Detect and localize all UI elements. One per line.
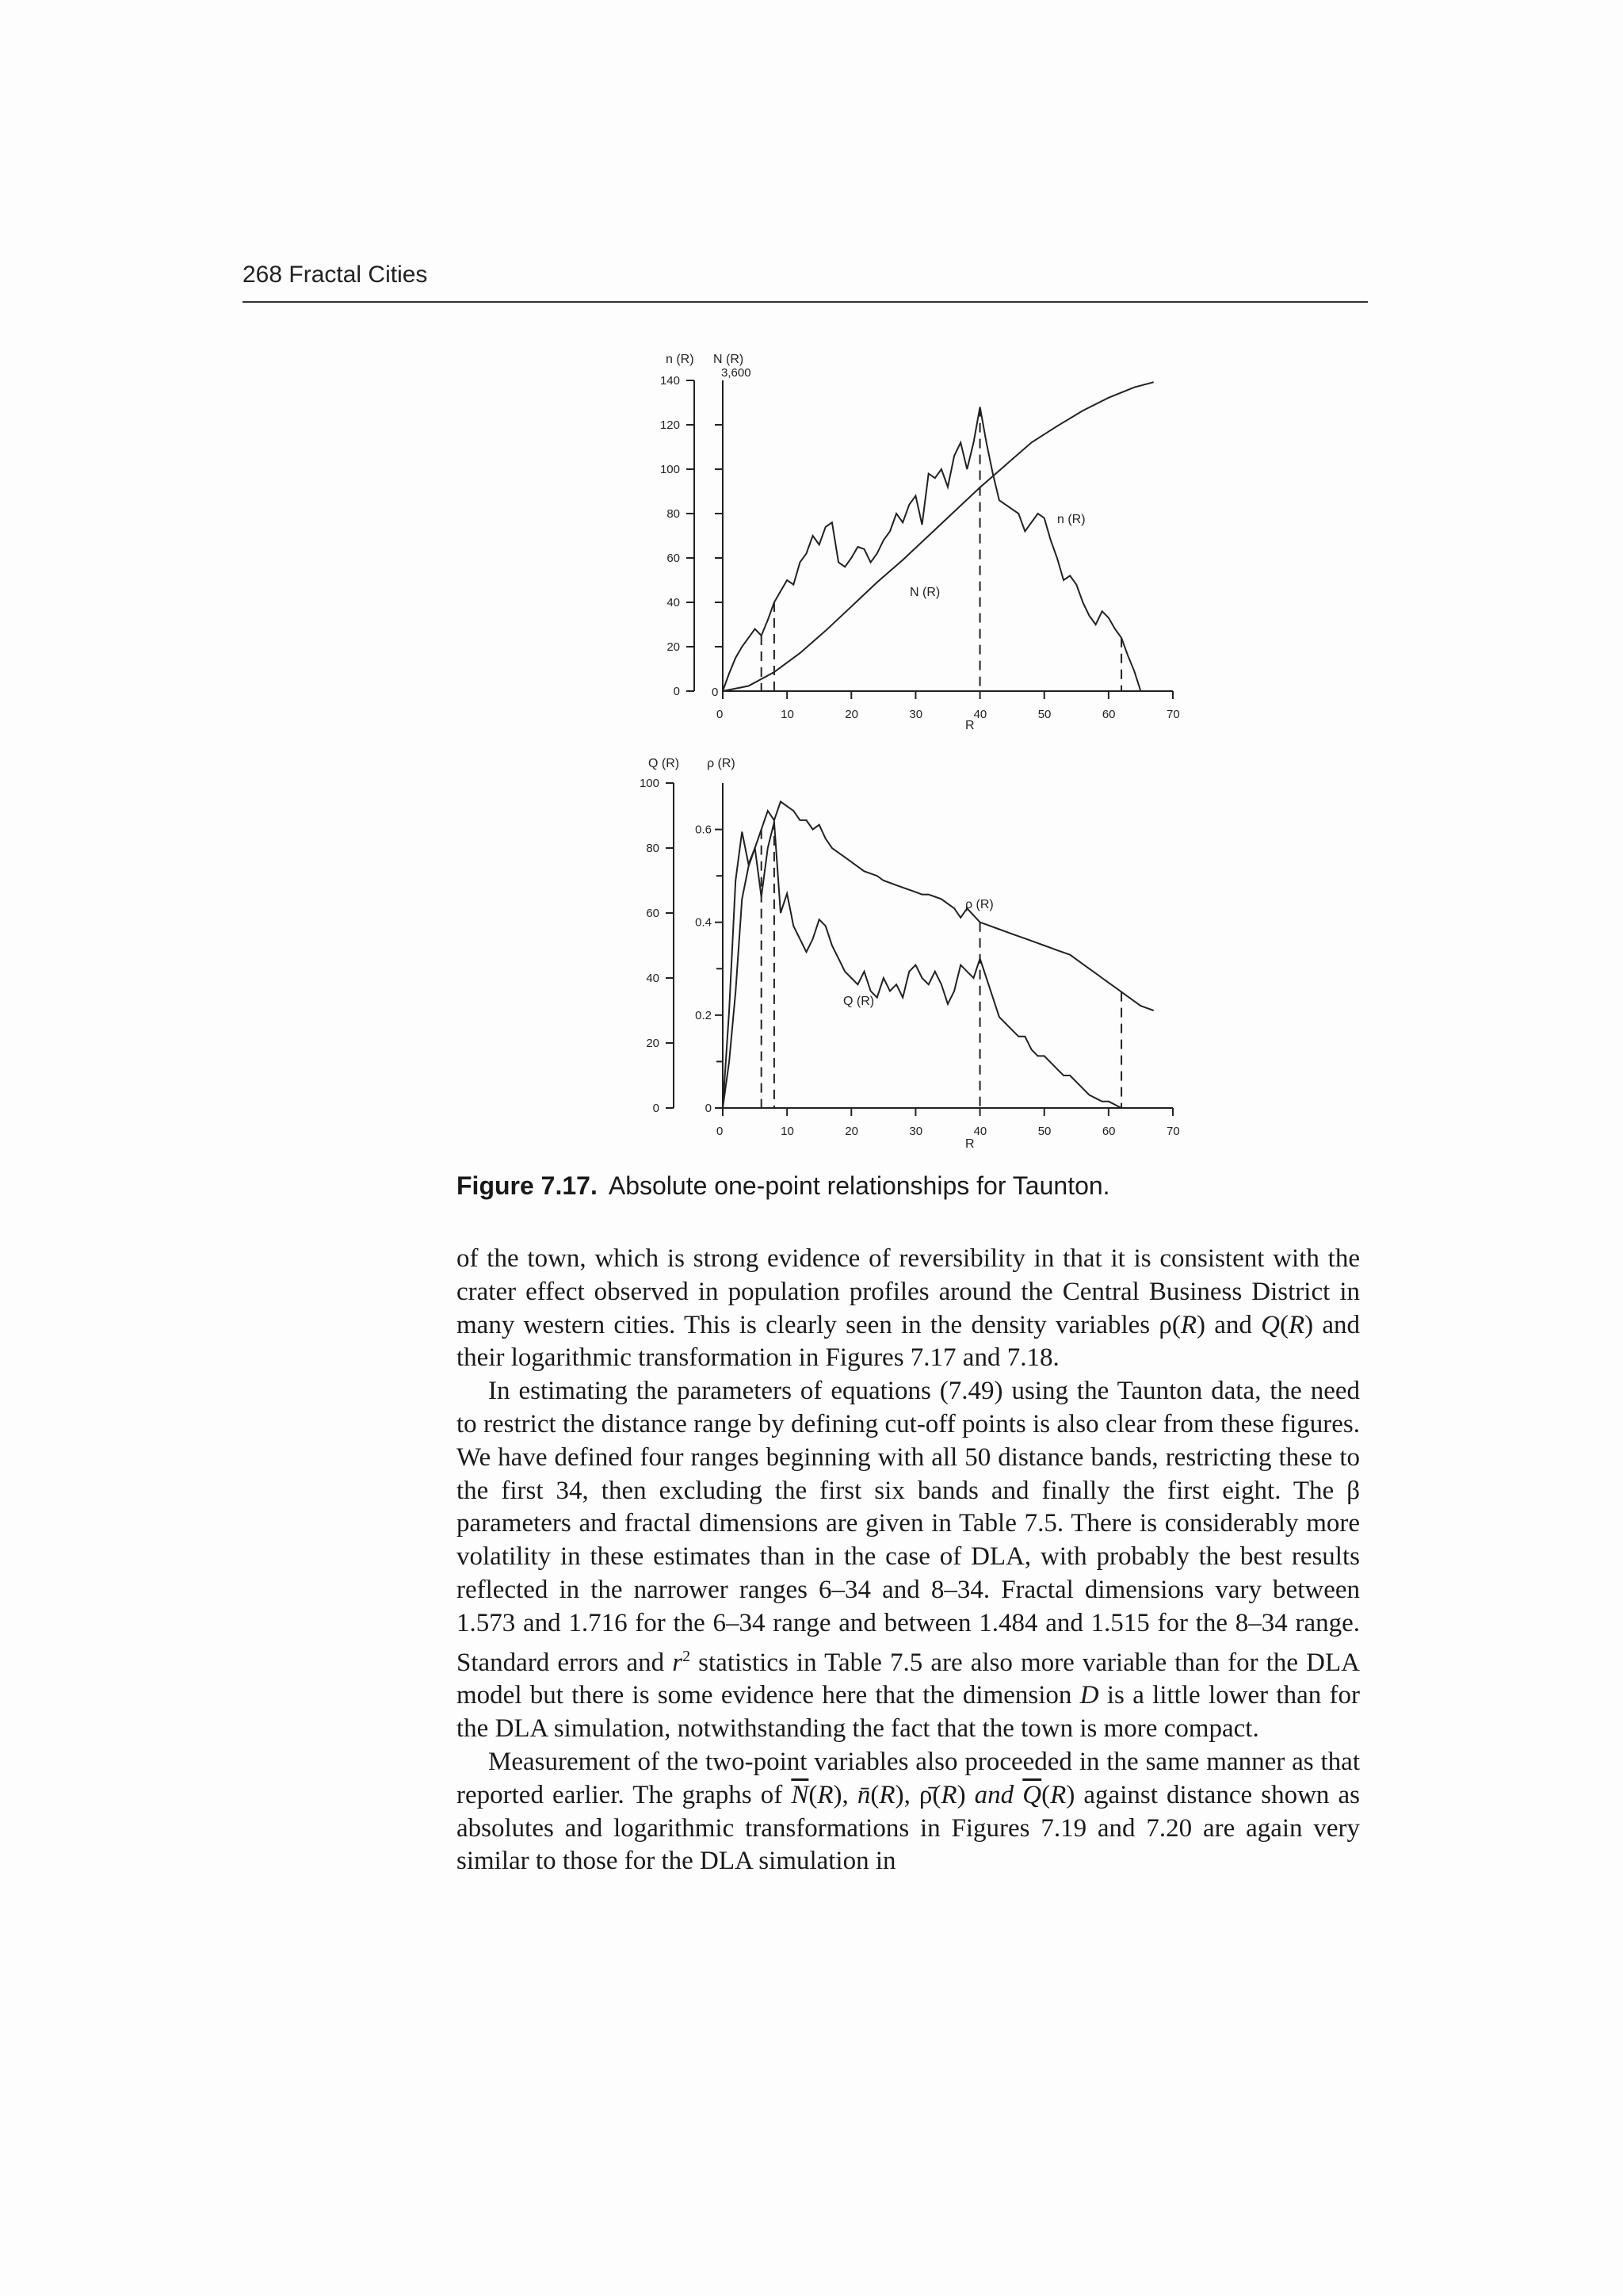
x-tick-label: 60	[1102, 708, 1116, 721]
curve-label-Q: Q (R)	[843, 995, 875, 1008]
x-tick-label: 30	[909, 708, 923, 721]
y-left-tick-label: 100	[659, 463, 680, 476]
y-left-tick-label: 100	[639, 777, 659, 790]
y-left-tick-label: 60	[646, 907, 659, 920]
top-x-axis-label: R	[965, 719, 975, 732]
y-left-tick-label: 20	[646, 1037, 659, 1050]
y-left-tick-label: 80	[646, 842, 659, 855]
bottom-right-axis-label: ρ (R)	[707, 757, 735, 770]
running-head: 268 Fractal Cities	[242, 262, 428, 288]
top-x-ticks	[716, 691, 1180, 721]
top-right-zero: 0	[712, 686, 719, 699]
bottom-right-ticks	[695, 823, 723, 1115]
y-right-tick-label: 0.4	[695, 915, 712, 930]
curve-label-rho: ρ (R)	[965, 898, 994, 911]
y-right-tick-label: 0	[705, 1102, 712, 1115]
bottom-dashed-lines	[762, 820, 1121, 1108]
x-tick-label: 20	[845, 1125, 858, 1138]
y-left-tick-label: 40	[666, 596, 680, 609]
series-Q-line	[723, 822, 1154, 1108]
x-tick-label: 70	[1167, 708, 1180, 721]
bottom-x-ticks	[716, 1108, 1180, 1138]
x-tick-label: 60	[1102, 1125, 1116, 1138]
top-left-axis-label: n (R)	[666, 353, 694, 366]
top-dashed-lines	[762, 407, 1121, 691]
series-N-line	[723, 382, 1154, 691]
curve-label-N: N (R)	[910, 586, 941, 599]
bottom-left-ticks	[640, 777, 674, 1115]
x-tick-label: 30	[909, 1125, 923, 1138]
y-right-tick-label: 0.2	[695, 1008, 712, 1022]
top-panel	[660, 353, 1180, 732]
y-left-tick-label: 80	[666, 507, 680, 521]
x-tick-label: 50	[1037, 1125, 1052, 1138]
x-tick-label: 70	[1167, 1125, 1180, 1138]
top-right-ticks	[715, 425, 723, 647]
y-left-tick-label: 40	[646, 972, 659, 985]
y-left-tick-label: 60	[666, 552, 680, 565]
paragraph-2: In estimating the parameters of equations (7.49) using the Taunton data, the need to restrict the distance range by defining cut-off points is also clear from these figures. We have defined four ranges beginning with all 50 distance bands, restricting these to the first 34, then excluding the first six bands and finally the first eight. The β parameters and fractal dimensions are given in Table 7.5. There is considerably more volatility in these estimates than in the case of DLA, with probably the best results reflected in the narrower ranges 6–34 and 8–34. Fractal dimensions vary between 1.573 and 1.716 for the 6–34 range and between 1.484 and 1.515 for the 8–34 range. Standard errors and $r^2$ statistics in Table 7.5 are also more variable than for the DLA model but there is some evidence here that the dimension D is a little lower than for the DLA simulation, notwithstanding the fact that the town is more compact.	[456, 1377, 1361, 1744]
y-left-tick-label: 20	[666, 640, 680, 654]
figure-caption	[456, 1171, 1110, 1201]
x-tick-label: 20	[845, 708, 858, 721]
top-right-axis-max: 3,600	[721, 366, 751, 380]
figure-label: Figure 7.17.	[456, 1171, 598, 1200]
x-tick-label: 40	[973, 1125, 987, 1138]
paragraph-3: Measurement of the two-point variables also proceeded in the same manner as that reported earlier. The graphs of $\overline{N}(R)$, n̄(R), ρ̄(R) and $\overline{Q}(R)$ against distance shown as absolutes and logarithmic transformations in Figures 7.19 and 7.20 are again very similar to those for the DLA simulation in	[456, 1747, 1361, 1876]
body-text	[456, 1243, 1360, 1878]
top-right-axis-label: N (R)	[713, 353, 744, 366]
y-right-tick-label: 0.6	[695, 823, 712, 837]
y-left-tick-label: 120	[659, 418, 680, 432]
paragraph-1: of the town, which is strong evidence of reversibility in that it is consistent with the crater effect observed in population profiles around the Central Business District in many western cities. This is clearly seen in the density variables ρ(R) and Q(R) and their logarithmic transformation in Figures 7.17 and 7.18.	[456, 1244, 1360, 1373]
x-tick-label: 50	[1037, 708, 1052, 721]
y-left-tick-label: 0	[673, 685, 680, 698]
x-tick-label: 10	[781, 1125, 794, 1138]
x-tick-label: 10	[781, 708, 794, 721]
bottom-x-axis-label: R	[965, 1137, 975, 1151]
series-n-line	[723, 407, 1140, 691]
curve-label-n: n (R)	[1057, 513, 1086, 526]
bottom-panel	[640, 757, 1180, 1151]
y-left-tick-label: 140	[659, 374, 680, 388]
series-rho-line	[723, 801, 1154, 1108]
figure-caption-text: Absolute one-point relationships for Taunton.	[608, 1171, 1110, 1200]
x-tick-label: 40	[973, 708, 987, 721]
x-tick-label: 0	[716, 708, 724, 721]
x-tick-label: 0	[716, 1125, 724, 1138]
top-left-ticks	[660, 374, 694, 698]
y-left-tick-label: 0	[652, 1102, 659, 1115]
bottom-left-axis-label: Q (R)	[648, 757, 680, 770]
